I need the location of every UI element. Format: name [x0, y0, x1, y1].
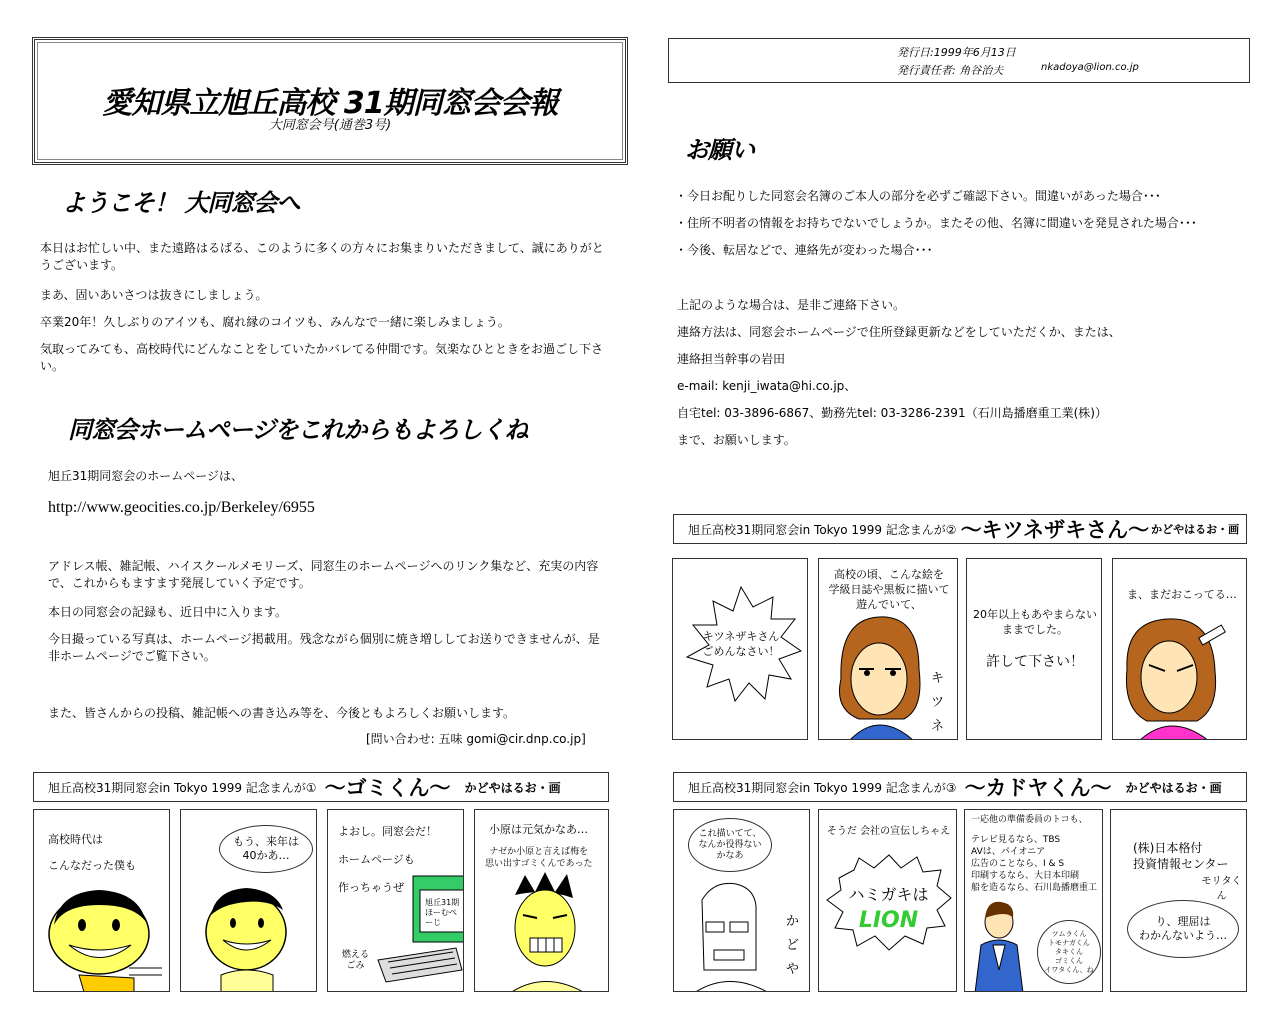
m3p3-line5: 印刷するなら、大日本印刷 [971, 871, 1080, 881]
manga3-caption: 旭丘高校31期同窓会in Tokyo 1999 記念まんが③ [688, 780, 957, 795]
homepage-p1: アドレス帳、雑記帳、ハイスクールメモリーズ、同窓生のホームページへのリンク集など、充実の内容で、これからもますます発展していく予定です。 [48, 559, 599, 590]
manga1-p1-line1: 高校時代は [48, 833, 103, 846]
welcome-p4: 気取ってみても、高校時代にどんなことをしていたかバレてる仲間です。気楽なひとときをお過ごし下さい。 [40, 342, 604, 373]
welcome-p1: 本日はお忙しい中、また遠路はるばる、このように多くの方々にお集まりいただきまして、誠にありがとうございます。 [40, 241, 604, 272]
manga2-p3b: 許して下さい！ [986, 654, 1084, 670]
b-line1: ツムラくん [1051, 929, 1087, 938]
manga1-panel-4 [474, 809, 609, 992]
request-item-1: ・今日お配りした同窓会名簿のご本人の部分を必ずご確認下さい。間違いがあった場合･･･ [675, 189, 1161, 203]
b-line3: タキくん [1054, 947, 1083, 956]
homepage-intro: 旭丘31期同窓会のホームページは、 [48, 469, 244, 483]
side-ne: ネ [931, 719, 945, 734]
screen-line2: ほーむぺーじ [425, 908, 457, 927]
manga2-panel-2 [818, 558, 958, 740]
manga1-p3-line2: ホームページも [338, 853, 415, 866]
manga1-note [342, 950, 369, 972]
b-line4: ゴミくん [1054, 956, 1083, 965]
obara-illustration [475, 810, 609, 992]
newsletter-subtitle: 大同窓会号(通巻3号) [268, 118, 392, 133]
m3p1-line1: これ描いてて、 [698, 828, 762, 839]
note-line1: 燃える [342, 950, 370, 960]
p3a-line2: ままでした。 [1002, 623, 1068, 636]
manga1-panel-2 [180, 809, 317, 992]
manga1-p1-line2: こんなだった僕も [48, 859, 136, 872]
p2-line1: 高校の頃、こんな絵を [834, 568, 944, 581]
request-line-5: 自宅tel: 03-3896-6867、勤務先tel: 03-3286-2391（石川島播磨重工業(株)） [677, 406, 1107, 420]
manga1-panel-3 [327, 809, 464, 992]
request-line-3: 連絡担当幹事の岩田 [677, 352, 786, 366]
manga3-caption-bar [673, 772, 1247, 802]
manga3-p1-side [786, 910, 799, 982]
request-line-4: e-mail: kenji_iwata@hi.co.jp、 [677, 379, 857, 393]
manga3-p4-name: モリタくん [1201, 876, 1242, 902]
homepage-p3: 今日撮っている写真は、ホームページ掲載用。残念ながら個別に焼き増ししてお送りできませんが、是非ホームページでご覧下さい。 [48, 632, 600, 663]
manga2-p3a [967, 607, 1102, 637]
p2-line3: 遊んでいて、 [856, 598, 922, 611]
manga1-title: ～ゴミくん～ [324, 776, 451, 800]
request-line-2: 連絡方法は、同窓会ホームページで住所登録更新などをしていただくか、または、 [677, 325, 1121, 339]
p2-line2: 学級日誌や黒板に描いて [828, 583, 950, 596]
homepage-url-link[interactable]: http://www.geocities.co.jp/Berkeley/6955 [48, 499, 315, 516]
ad-lion-logo: LION [858, 908, 919, 933]
manga1-p4-top: 小原は元気かなあ… [489, 823, 588, 836]
b-line2: トモナガくん [1048, 938, 1090, 947]
request-line-6: まで、お願いします。 [677, 433, 796, 447]
manga2-p4: ま、まだおこってる… [1127, 588, 1237, 601]
manga3-panel-2 [818, 809, 957, 992]
side-ki: キ [931, 671, 945, 686]
manga1-panel-1 [33, 809, 170, 992]
masthead [32, 37, 628, 165]
manga1-screen-text [425, 898, 463, 928]
m3p4-b-line1: り、理屈は [1155, 915, 1211, 928]
p4-sub-line2: 思い出すゴミくんであった [485, 859, 593, 869]
young-gomi-illustration [34, 810, 170, 992]
b-line5: イワタくん、ね [1044, 965, 1094, 974]
m3p3-line6: 船を造るなら、石川島播磨重工 [971, 883, 1098, 893]
ad-line1: ハミガキは [848, 885, 929, 904]
manga1-p2-line2: 40かあ… [242, 849, 290, 862]
manga2-panel-3 [966, 558, 1102, 740]
manga3-p4-bubble [1127, 900, 1239, 958]
manga2-credit: かどやはるお・画 [1151, 523, 1240, 536]
p4-sub-line1: ナゼか小原と言えば梅を [489, 847, 589, 857]
manga1-caption-bar [33, 772, 609, 802]
side-ya: や [786, 962, 800, 977]
newsletter-title: 愛知県立旭丘高校 31期同窓会会報 [102, 86, 558, 121]
manga3-panel-4 [1110, 809, 1247, 992]
adult-gomi-illustration [181, 810, 317, 992]
manga1-credit: かどやはるお・画 [464, 780, 561, 795]
manga3-title: ～カドヤくん～ [964, 776, 1112, 800]
manga2-p2-side [931, 667, 944, 739]
welcome-p3: 卒業20年！久しぶりのアイツも、腐れ縁のコイツも、みんなで一緒に楽しみましょう。 [40, 315, 510, 329]
homepage-heading: 同窓会ホームページをこれからもよろしくね [68, 416, 528, 444]
p1-line2: ごめんなさい！ [702, 645, 780, 658]
screen-line1: 旭丘31期 [425, 898, 460, 907]
publisher-box [668, 38, 1250, 83]
manga2-caption-bar [673, 514, 1247, 544]
p1-line1: キツネザキさん [702, 630, 780, 643]
manga3-p4-text [1133, 840, 1229, 872]
welcome-heading: ようこそ！ 大同窓会へ [62, 189, 300, 217]
m3p4-line1: (株)日本格付 [1133, 841, 1203, 855]
m3p3-line2: テレビ見るなら、TBS [971, 835, 1061, 845]
m3p3-line4: 広告のことなら、I & S [971, 859, 1065, 869]
homepage-contact: [問い合わせ: 五味 gomi@cir.dnp.co.jp] [366, 732, 586, 746]
manga2-caption: 旭丘高校31期同窓会in Tokyo 1999 記念まんが② [688, 522, 957, 537]
m3p4-line2: 投資情報センター [1133, 857, 1229, 871]
request-item-3: ・今後、転居などで、連絡先が変わった場合･･･ [675, 243, 933, 257]
manga3-p3-bubble [1037, 920, 1101, 984]
m3p1-line2: なんか役得ない [698, 839, 762, 850]
manga2-title: ～キツネザキさん～ [960, 518, 1150, 542]
publish-email: nkadoya@lion.co.jp [1041, 62, 1139, 73]
manga3-credit: かどやはるお・画 [1125, 780, 1222, 795]
side-ka: か [786, 914, 800, 929]
publish-editor: 発行責任者: 角谷治夫 [897, 64, 1004, 77]
request-heading: お願い [685, 136, 754, 164]
manga1-p3-line3: 作っちゃうぜ [338, 881, 404, 894]
request-item-2: ・住所不明者の情報をお持ちでないでしょうか。またその他、名簿に間違いを発見された場合･･･ [675, 216, 1197, 230]
manga3-p2-ad [819, 882, 957, 934]
angry-kitsunezaki-illustration [1113, 559, 1247, 740]
manga1-p2-line1: もう、来年は [233, 835, 299, 848]
side-do: ど [786, 938, 800, 953]
m3p4-b-line2: わかんないよう… [1139, 929, 1227, 942]
m3p3-line3: AVは、パイオニア [971, 847, 1046, 857]
manga2-p1-text [691, 629, 791, 659]
manga1-caption: 旭丘高校31期同窓会in Tokyo 1999 記念まんが① [48, 780, 317, 795]
manga1-p3-line1: よおし。同窓会だ！ [338, 825, 437, 838]
request-line-1: 上記のような場合は、是非ご連絡下さい。 [677, 298, 906, 312]
manga2-panel-4 [1112, 558, 1247, 740]
side-tsu: ツ [931, 695, 945, 710]
manga3-panel-3 [964, 809, 1103, 992]
note-line2: ごみ [346, 961, 365, 971]
homepage-p2: 本日の同窓会の記録も、近日中に入ります。 [48, 605, 288, 619]
welcome-p2: まあ、固いあいさつは抜きにしましょう。 [40, 288, 268, 302]
m3p3-line1: 一応他の準備委員のトコも、 [971, 815, 1088, 825]
publish-date: 発行日:1999年6月13日 [897, 46, 1016, 59]
manga3-p2-top: そうだ 会社の宣伝しちゃえ [826, 826, 951, 837]
homepage-p4: また、皆さんからの投稿、雑記帳への書き込み等を、今後ともよろしくお願いします。 [48, 706, 516, 720]
manga3-panel-1 [673, 809, 810, 992]
manga2-panel-1 [672, 558, 808, 740]
m3p1-line3: かなあ [716, 850, 744, 861]
p3a-line1: 20年以上もあやまらない [973, 608, 1097, 621]
